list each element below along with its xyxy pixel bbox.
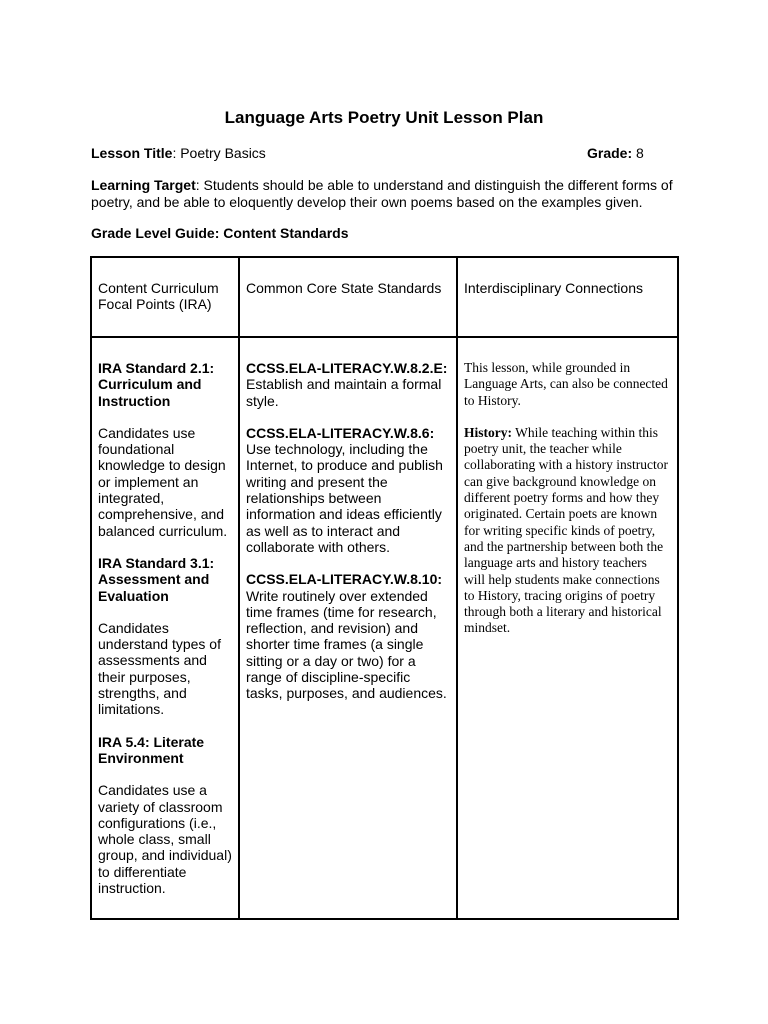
header-text: Content Curriculum Focal Points (IRA): [98, 280, 219, 313]
table-header-row: [91, 257, 678, 337]
ira-standard-text: Candidates use a variety of classroom configurations (i.e., whole class, small group, and individual) to differentiate instruction.: [98, 782, 232, 897]
grade-label: Grade:: [587, 145, 633, 161]
header-cell-interdisciplinary: [457, 257, 678, 337]
ira-standard-text: Candidates use foundational knowledge to design or implement an integrated, comprehensive, and balanced curriculum.: [98, 424, 228, 539]
interdisciplinary-cell: [457, 337, 678, 919]
header-text: Interdisciplinary Connections: [464, 280, 643, 296]
ccss-text: Establish and maintain a formal style.: [246, 376, 442, 409]
ira-standard-text: Candidates understand types of assessments and their purposes, strengths, and limitations.: [98, 619, 221, 718]
history-label: History:: [464, 424, 512, 440]
history-text: While teaching within this poetry unit, the teacher while collaborating with a history instructor can give background knowledge on different poetry forms and how they originated. Certain poets are known for writing specific kinds of poetry, and the partnership between both the language arts and history teachers will help students make connections to History, tracing origins of poetry through both a literary and historical mindset.: [464, 424, 668, 636]
ccss-code: CCSS.ELA-LITERACY.W.8.6:: [246, 424, 435, 441]
ccss-code: CCSS.ELA-LITERACY.W.8.2.E:: [246, 360, 448, 376]
ira-standard-heading: IRA 5.4: Literate Environment: [98, 733, 205, 766]
ccss-standard: [246, 425, 450, 555]
interdisciplinary-history: [464, 425, 671, 637]
learning-target-text: : Students should be able to understand and distinguish the different forms of poetry, and be able to eloquently develop their own poems based on the examples given.: [91, 177, 673, 210]
ccss-standard: [246, 360, 450, 409]
ccss-text: Write routinely over extended time frames (time for research, reflection, and revision) and shorter time frames (a single sitting or a day or two) for a range of discipline-specific tasks, purposes, and audiences.: [246, 587, 447, 702]
learning-target-label: Learning Target: [91, 177, 196, 193]
grade-level-guide-heading: Grade Level Guide: Content Standards: [91, 225, 349, 241]
document-title: Language Arts Poetry Unit Lesson Plan: [224, 108, 544, 127]
ira-standard-heading: IRA Standard 3.1: Assessment and Evaluation: [98, 554, 215, 604]
learning-target: [91, 177, 681, 211]
grade-row: [587, 145, 644, 161]
header-cell-ira: [91, 257, 239, 337]
ira-standards-cell: [91, 337, 239, 919]
header-text: Common Core State Standards: [246, 280, 442, 296]
ira-standard-heading: IRA Standard 2.1: Curriculum and Instruction: [98, 360, 215, 409]
lesson-title-value: : Poetry Basics: [172, 145, 266, 161]
header-cell-ccss: [239, 257, 457, 337]
standards-table: [90, 256, 679, 920]
interdisciplinary-intro: This lesson, while grounded in Language Arts, can also be connected to History.: [464, 360, 668, 408]
ccss-text: Use technology, including the Internet, to produce and publish writing and present the relationships between information and ideas efficiently as well as to interact and collaborate with others.: [246, 441, 443, 555]
ccss-standards-cell: [239, 337, 457, 919]
lesson-title-label: Lesson Title: [91, 145, 173, 161]
table-row: [91, 337, 678, 919]
grade-value: 8: [632, 145, 644, 161]
ccss-code: CCSS.ELA-LITERACY.W.8.10:: [246, 571, 443, 588]
ccss-standard: [246, 571, 450, 701]
